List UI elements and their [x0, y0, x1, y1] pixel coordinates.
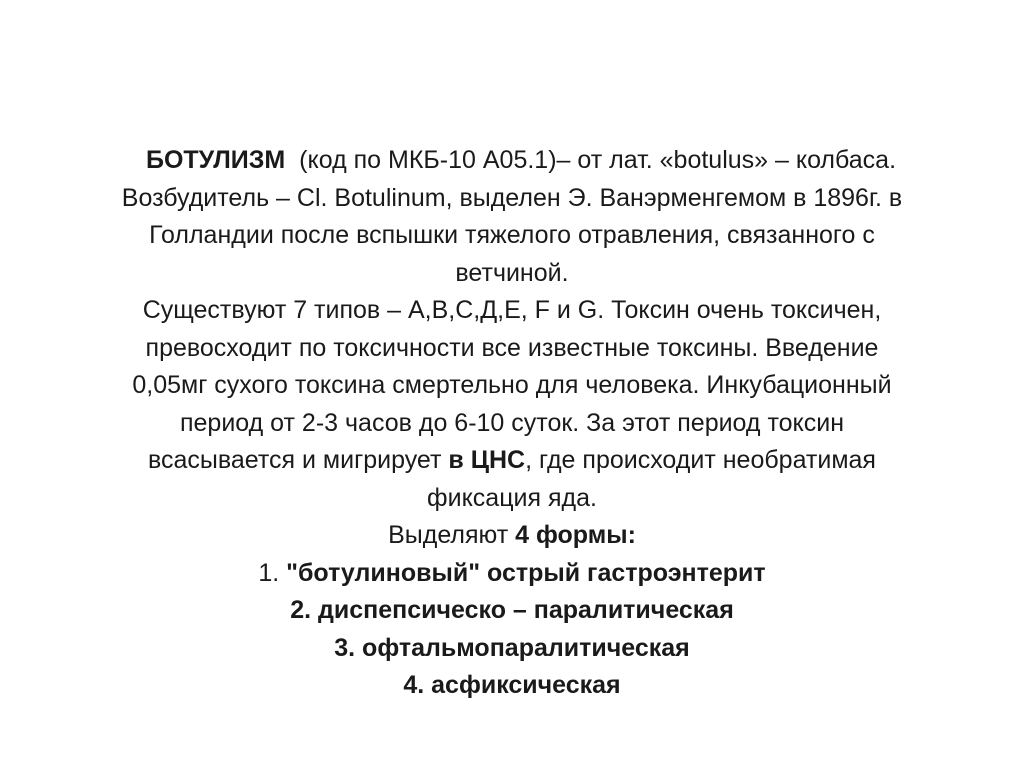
cns-line-before: всасывается и мигрирует	[148, 446, 449, 474]
fixation-line: фиксация яда.	[427, 483, 597, 512]
forms-intro-text: Выделяют	[388, 521, 516, 549]
pathogen-line-3: ветчиной.	[455, 258, 569, 287]
disease-title: БОТУЛИЗМ	[145, 146, 286, 174]
title-description: (код по МКБ-10 А05.1)– от лат. «botulus» – колбаса.	[299, 146, 897, 174]
pathogen-line-2: Голландии после вспышки тяжелого отравления, связанного с	[149, 221, 875, 249]
title-line	[40, 142, 984, 180]
slide-text-block	[40, 142, 984, 705]
cns-line	[40, 442, 984, 480]
form-3: 3. офтальмопаралитическая	[334, 633, 690, 662]
form-2: 2. диспепсическо – паралитическая	[290, 596, 734, 624]
form-4: 4. асфиксическая	[403, 671, 621, 699]
form-1-name: "ботулиновый" острый гастроэнтерит	[286, 558, 766, 587]
cns-line-bold: в ЦНС	[448, 446, 526, 474]
toxin-line-3: 0,05мг сухого токсина смертельно для человека. Инкубационный	[132, 371, 892, 399]
cns-line-after: , где происходит необратимая	[525, 446, 876, 474]
toxin-line-2: превосходит по токсичности все известные токсины. Введение	[145, 333, 879, 362]
forms-intro	[40, 517, 984, 555]
pathogen-line-1: Возбудитель – Cl. Botulinum, выделен Э. Ванэрменгемом в 1896г. в	[121, 183, 903, 212]
forms-intro-count: 4 формы:	[515, 521, 636, 549]
toxin-line-4: период от 2-3 часов до 6-10 суток. За этот период токсин	[179, 408, 845, 437]
form-1-number: 1.	[258, 558, 287, 587]
toxin-line-1: Существуют 7 типов – А,В,С,Д,Е, F и G. Токсин очень токсичен,	[142, 296, 882, 324]
form-1	[40, 555, 984, 593]
